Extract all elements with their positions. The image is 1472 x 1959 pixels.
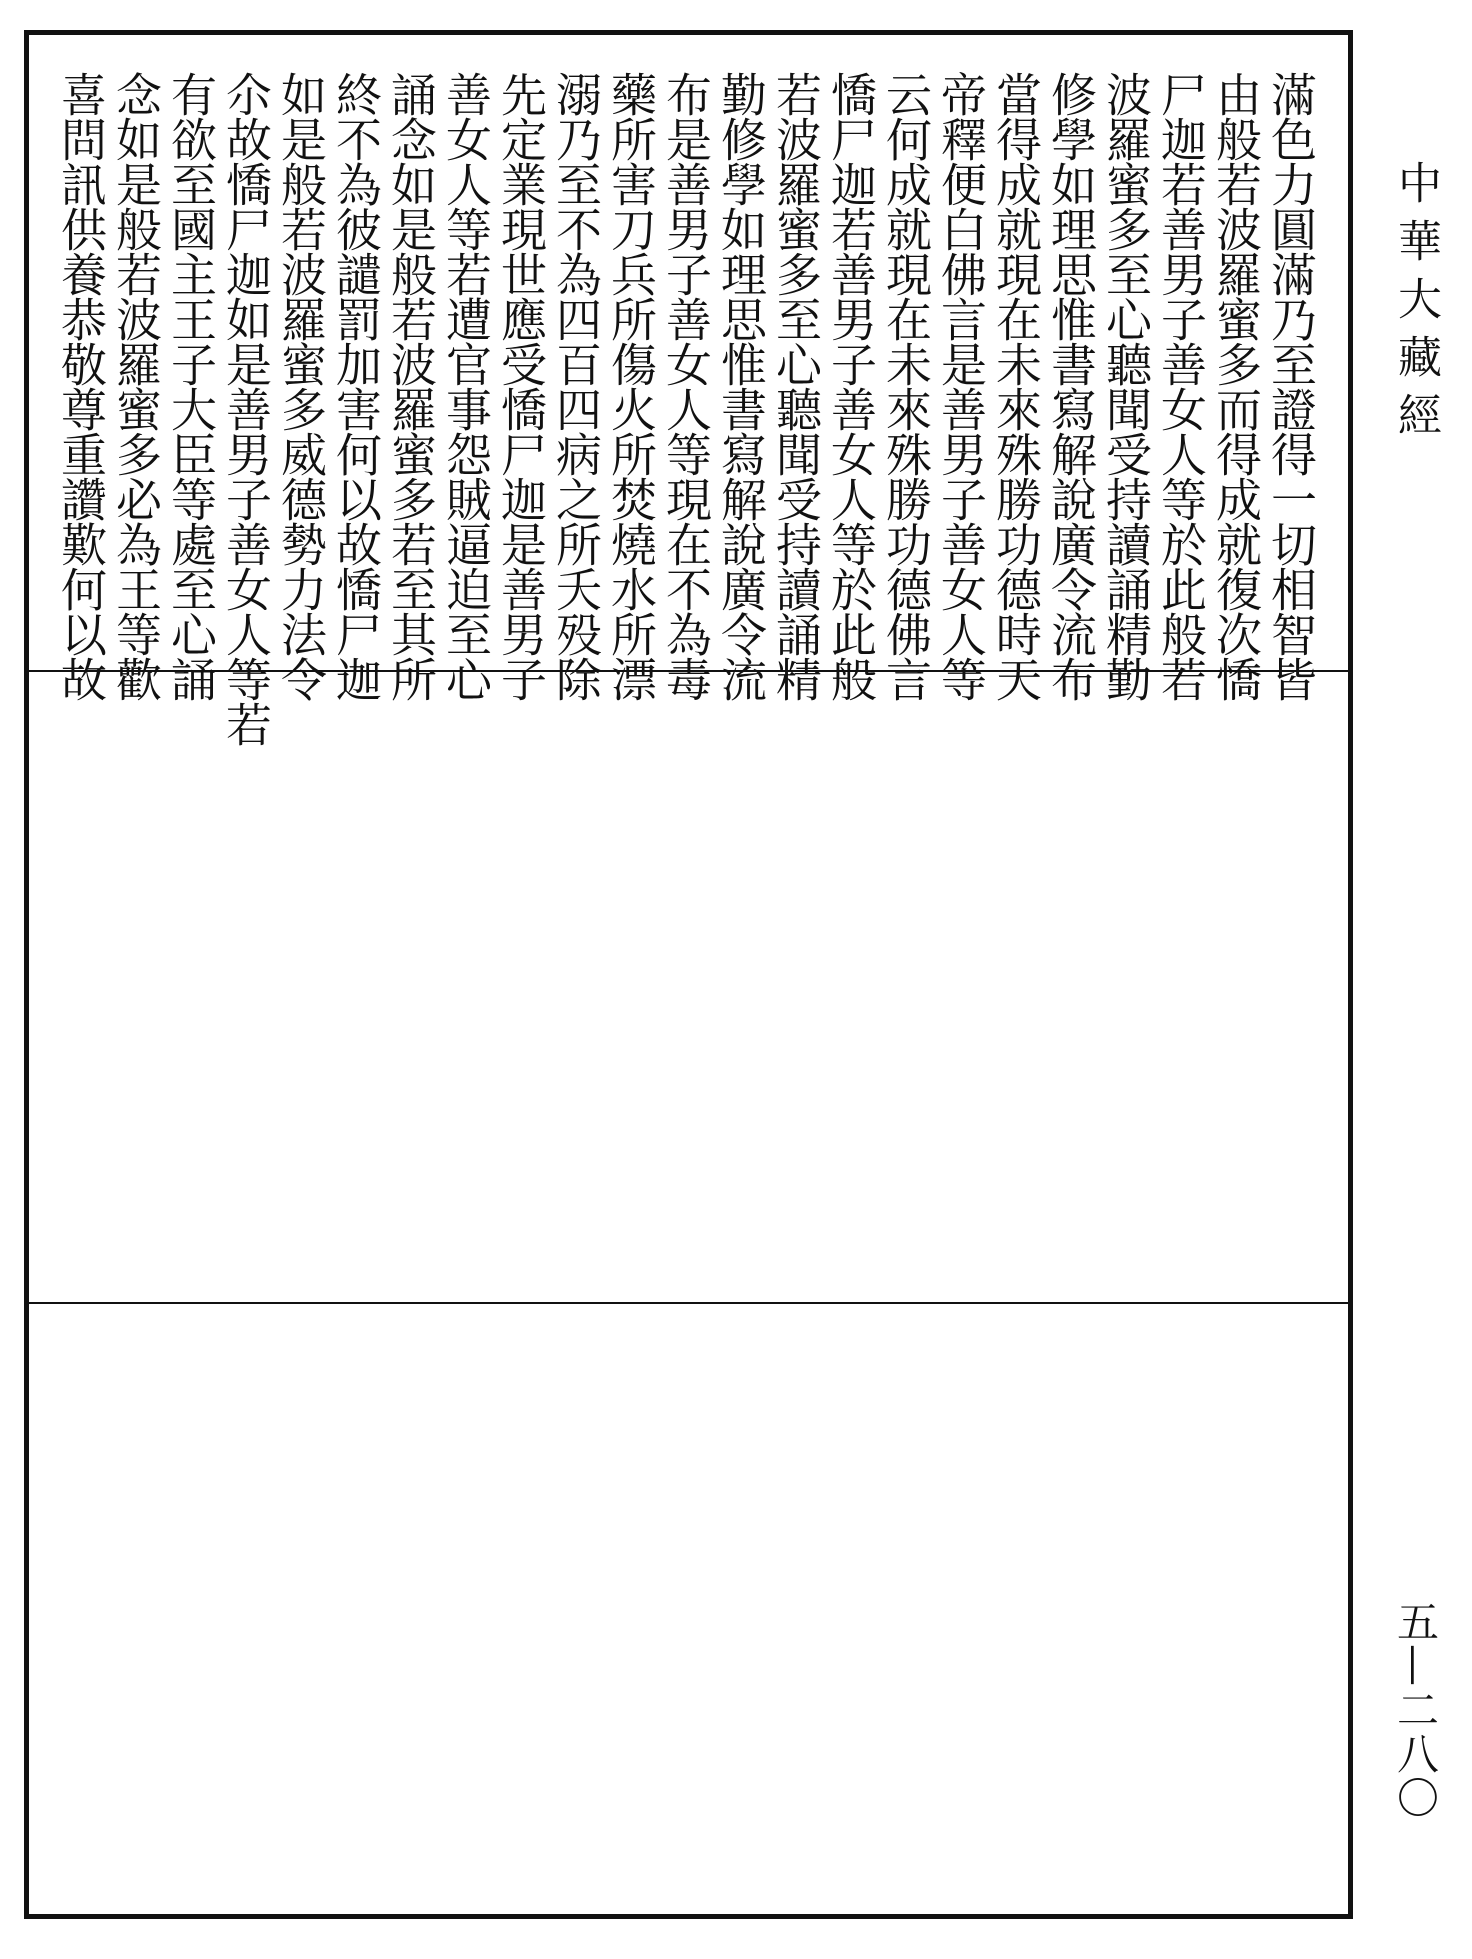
scripture-line: 尸迦若善男子善女人等於此般若: [1154, 71, 1208, 701]
scripture-line: 當得成就現在未來殊勝功德時天: [989, 71, 1043, 701]
empty-panel: [29, 672, 1348, 1304]
scripture-line: 善女人等若遭官事怨賊逼迫至心: [439, 71, 493, 701]
empty-panel: [29, 1304, 1348, 1914]
scripture-line: 布是善男子善女人等現在不為毒: [659, 71, 713, 701]
scripture-line: 云何成就現在未來殊勝功德佛言: [879, 71, 933, 701]
scripture-line: 勤修學如理思惟書寫解說廣令流: [714, 71, 768, 701]
page-number: 五—二八〇: [1391, 1600, 1440, 1820]
scripture-line: 若波羅蜜多至心聽聞受持讀誦精: [769, 71, 823, 701]
scripture-line: 波羅蜜多至心聽聞受持讀誦精勤: [1099, 71, 1153, 701]
scripture-line: 溺乃至不為四百四病之所夭殁除: [549, 71, 603, 701]
scripture-line: 先定業現世應受憍尸迦是善男子: [494, 71, 548, 701]
scripture-line: 如是般若波羅蜜多威德勢力法令: [274, 71, 328, 701]
page-frame: [24, 30, 1353, 1919]
collection-title: 中華大藏經: [1390, 160, 1441, 450]
scripture-line: 由般若波羅蜜多而得成就復次憍: [1209, 71, 1263, 701]
scripture-line: 憍尸迦若善男子善女人等於此般: [824, 71, 878, 701]
scripture-text: [54, 71, 1318, 746]
text-panel: [29, 35, 1348, 746]
scripture-line: 有欲至國主王子大臣等處至心誦: [164, 71, 218, 701]
scripture-line: 修學如理思惟書寫解說廣令流布: [1044, 71, 1098, 701]
scripture-line: 喜問訊供養恭敬尊重讚歎何以故: [54, 71, 108, 701]
scripture-line: 誦念如是般若波羅蜜多若至其所: [384, 71, 438, 701]
scripture-line: 念如是般若波羅蜜多必為王等歡: [109, 71, 163, 701]
scripture-line: 滿色力圓滿乃至證得一切相智皆: [1264, 71, 1318, 701]
scripture-line: 帝釋便白佛言是善男子善女人等: [934, 71, 988, 701]
scripture-line: 藥所害刀兵所傷火所焚燒水所漂: [604, 71, 658, 701]
scripture-line: 尒故憍尸迦如是善男子善女人等若: [219, 71, 273, 746]
scripture-line: 終不為彼譴罰加害何以故憍尸迦: [329, 71, 383, 701]
